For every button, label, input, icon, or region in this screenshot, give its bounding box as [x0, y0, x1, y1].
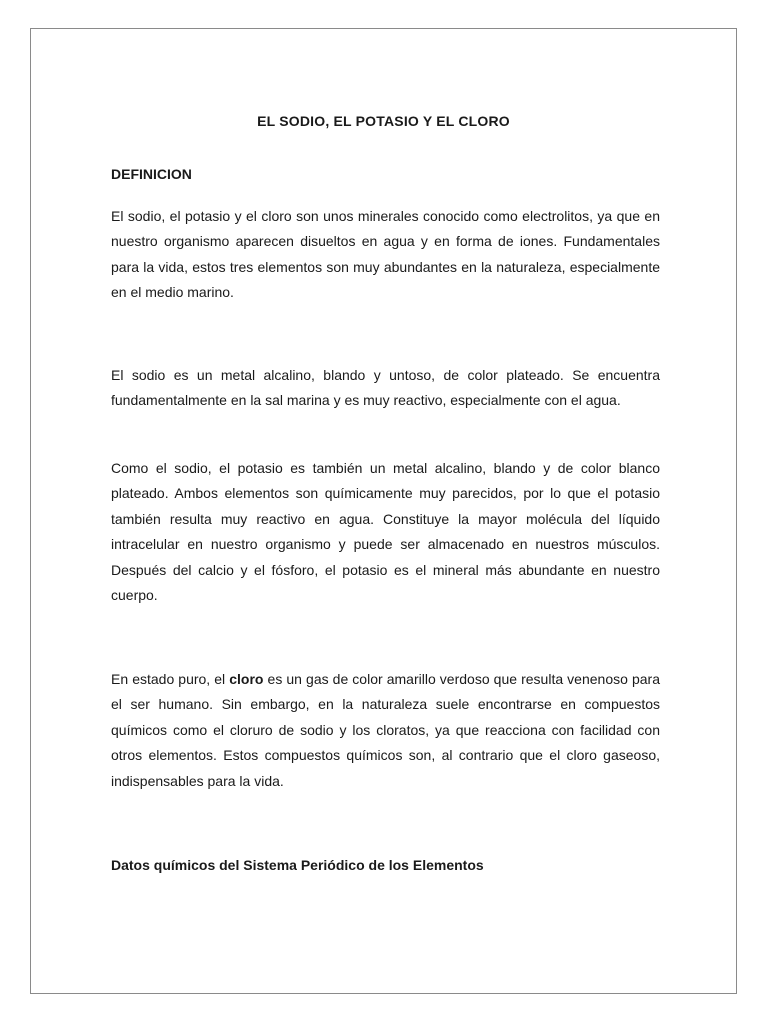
- paragraph-sodio: El sodio es un metal alcalino, blando y untoso, de color plateado. Se encuentra fundamentalmente en la sal marina y es muy reactivo, especialmente con el agua.: [111, 367, 660, 409]
- document-page: [30, 28, 737, 994]
- definition-heading: DEFINICION: [111, 166, 192, 182]
- document-title: EL SODIO, EL POTASIO Y EL CLORO: [257, 113, 510, 129]
- paragraph-intro: El sodio, el potasio y el cloro son unos minerales conocido como electrolitos, ya que en nuestro organismo aparecen disueltos en agua y en forma de iones. Fundamentales para la vida, estos tres elementos son muy abundantes en la naturaleza, especialmente en el medio marino.: [111, 208, 660, 301]
- paragraph-potasio: Como el sodio, el potasio es también un metal alcalino, blando y de color blanco plateado. Ambos elementos son químicamente muy parecidos, por lo que el potasio también resulta muy reactivo en agua. Constituye la mayor molécula del líquido intracelular en nuestro organismo y puede ser almacenado en nuestros músculos. Después del calcio y el fósforo, el potasio es el mineral más abundante en nuestro cuerpo.: [111, 460, 660, 604]
- section-heading-datos: Datos químicos del Sistema Periódico de los Elementos: [111, 857, 484, 873]
- paragraph-cloro: [111, 667, 660, 794]
- paragraph-cloro-bold-term: cloro: [229, 671, 264, 687]
- paragraph-cloro-start: En estado puro, el: [111, 671, 230, 687]
- paragraph-cloro-rest: es un gas de color amarillo verdoso que resulta venenoso para el ser humano. Sin embargo, en la naturaleza suele encontrarse en compuestos químicos como el cloruro de sodio y los cloratos, ya que reacciona con facilidad con otros elementos. Estos compuestos químicos son, al contrario que el cloro gaseoso, indispensables para la vida.: [111, 671, 660, 789]
